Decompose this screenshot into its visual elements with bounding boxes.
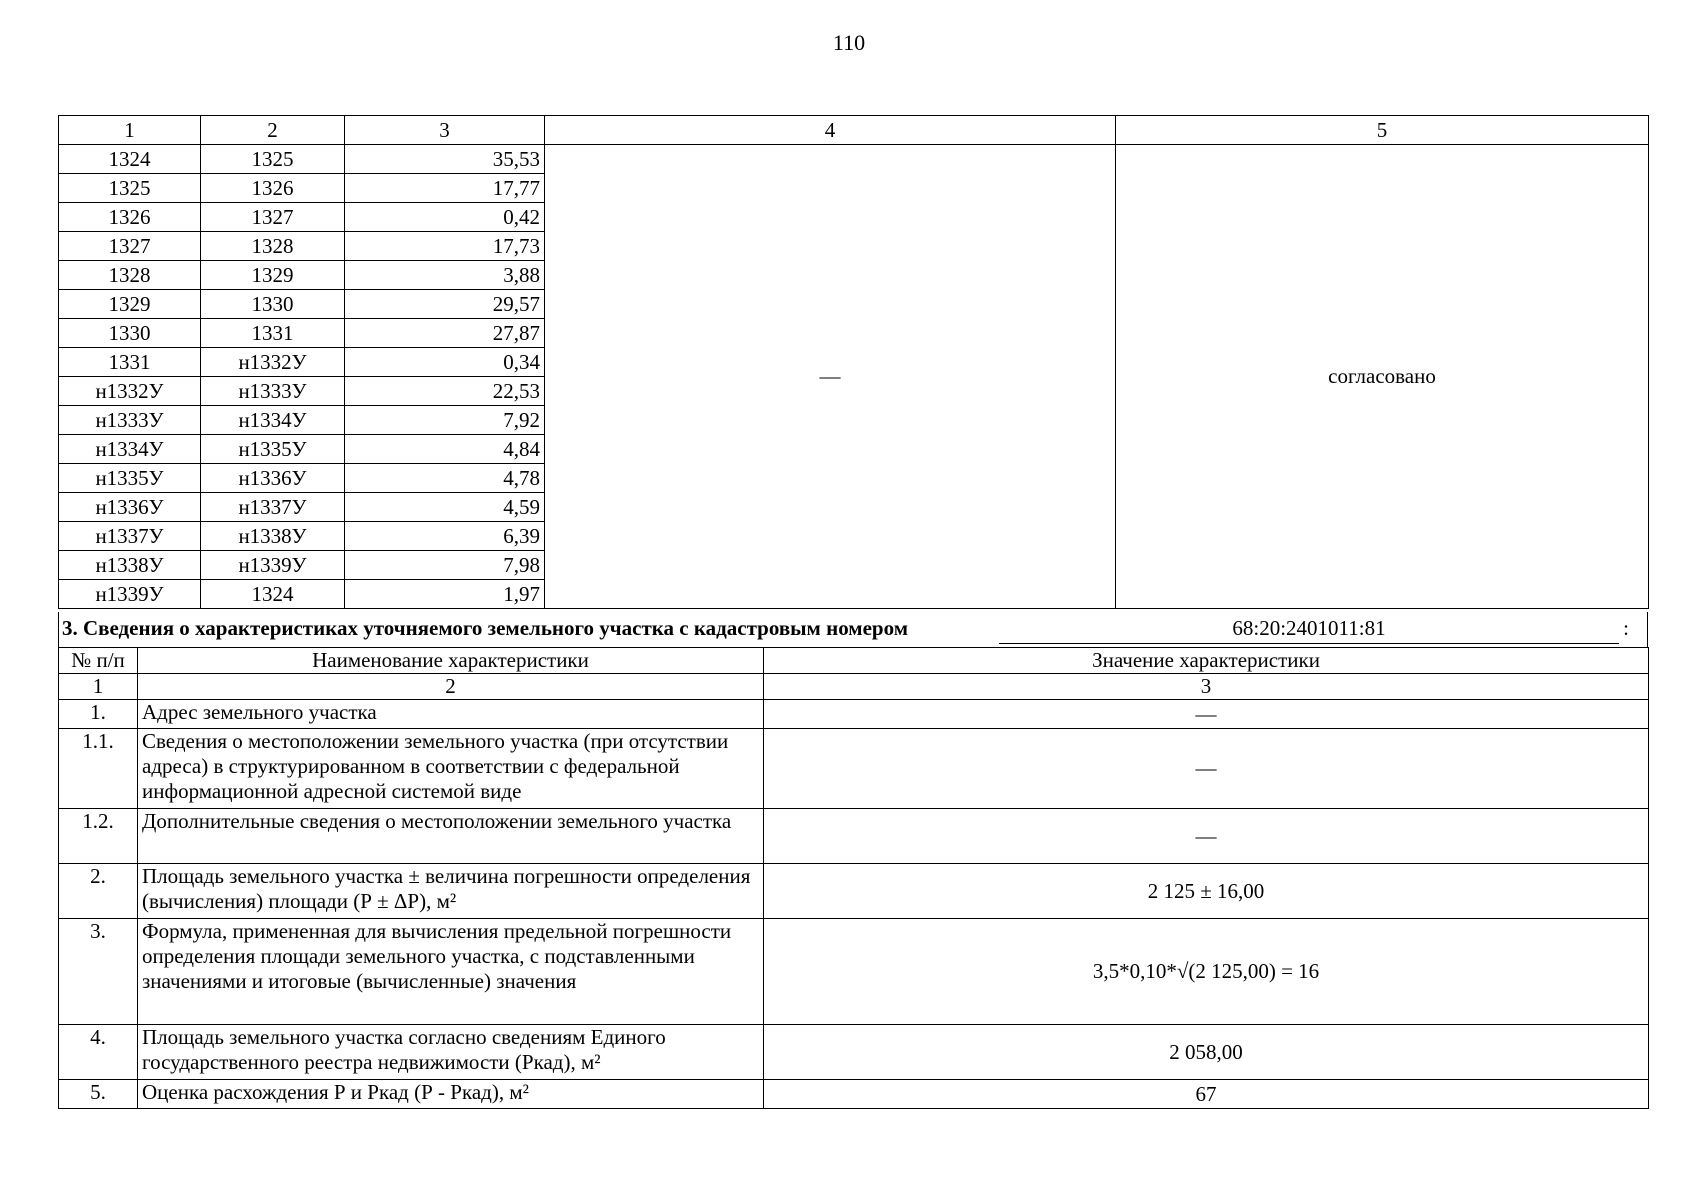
to-point: н1338У xyxy=(201,522,345,551)
to-point: 1329 xyxy=(201,261,345,290)
characteristic-value: 3,5*0,10*√(2 125,00) = 16 xyxy=(764,919,1649,1025)
characteristic-value: 2 058,00 xyxy=(764,1025,1649,1080)
column-header: 5 xyxy=(1116,116,1649,145)
column4-value: — xyxy=(545,145,1116,609)
distance: 6,39 xyxy=(345,522,545,551)
from-point: н1332У xyxy=(59,377,201,406)
characteristics-table xyxy=(58,647,1649,1109)
table-row xyxy=(59,1025,1649,1080)
column-header: 1 xyxy=(59,116,201,145)
to-point: 1325 xyxy=(201,145,345,174)
boundary-table xyxy=(58,115,1649,609)
row-number: 1.1. xyxy=(59,729,138,809)
distance: 0,42 xyxy=(345,203,545,232)
characteristic-name: Площадь земельного участка ± величина погрешности определения (вычисления) площади (Р ± ΔР), м² xyxy=(138,864,764,919)
table-row xyxy=(59,919,1649,1025)
characteristic-value: — xyxy=(764,700,1649,729)
to-point: 1326 xyxy=(201,174,345,203)
distance: 7,98 xyxy=(345,551,545,580)
characteristic-value: — xyxy=(764,729,1649,809)
to-point: н1335У xyxy=(201,435,345,464)
distance: 22,53 xyxy=(345,377,545,406)
to-point: н1337У xyxy=(201,493,345,522)
from-point: 1325 xyxy=(59,174,201,203)
row-number: 1. xyxy=(59,700,138,729)
from-point: 1331 xyxy=(59,348,201,377)
cadastral-number: 68:20:2401011:81 xyxy=(999,616,1619,644)
from-point: н1333У xyxy=(59,406,201,435)
column-header: 3 xyxy=(345,116,545,145)
approval-status: согласовано xyxy=(1116,145,1649,609)
from-point: 1326 xyxy=(59,203,201,232)
from-point: н1334У xyxy=(59,435,201,464)
section-title-text: 3. Сведения о характеристиках уточняемого земельного участка с кадастровым номером xyxy=(62,616,909,640)
row-number: 2. xyxy=(59,864,138,919)
column-header: 2 xyxy=(201,116,345,145)
distance: 0,34 xyxy=(345,348,545,377)
table-row xyxy=(59,700,1649,729)
column-header: 4 xyxy=(545,116,1116,145)
from-point: н1339У xyxy=(59,580,201,609)
table-row xyxy=(59,809,1649,864)
row-number: 3. xyxy=(59,919,138,1025)
distance: 17,77 xyxy=(345,174,545,203)
from-point: н1336У xyxy=(59,493,201,522)
table-row xyxy=(59,145,1649,174)
characteristic-name: Дополнительные сведения о местоположении земельного участка xyxy=(138,809,764,864)
to-point: 1327 xyxy=(201,203,345,232)
distance: 4,78 xyxy=(345,464,545,493)
from-point: н1338У xyxy=(59,551,201,580)
from-point: н1335У xyxy=(59,464,201,493)
characteristic-name: Формула, примененная для вычисления предельной погрешности определения площади земельного участка, с подставленными значениями и итоговые (вычисленные) значения xyxy=(138,919,764,1025)
column-header: № п/п xyxy=(59,648,138,674)
page-number: 110 xyxy=(832,30,866,55)
table-header-row xyxy=(59,648,1649,674)
from-point: 1324 xyxy=(59,145,201,174)
table-row xyxy=(59,729,1649,809)
characteristic-name: Адрес земельного участка xyxy=(138,700,764,729)
table-header-row xyxy=(59,116,1649,145)
characteristic-name: Оценка расхождения Р и Ркад (Р - Ркад), м² xyxy=(138,1080,764,1109)
distance: 3,88 xyxy=(345,261,545,290)
row-number: 1.2. xyxy=(59,809,138,864)
characteristic-name: Площадь земельного участка согласно сведениям Единого государственного реестра недвижимости (Ркад), м² xyxy=(138,1025,764,1080)
distance: 35,53 xyxy=(345,145,545,174)
column-number: 3 xyxy=(764,674,1649,700)
from-point: 1327 xyxy=(59,232,201,261)
column-number: 2 xyxy=(138,674,764,700)
title-colon: : xyxy=(1623,616,1629,640)
to-point: 1330 xyxy=(201,290,345,319)
from-point: 1329 xyxy=(59,290,201,319)
to-point: 1331 xyxy=(201,319,345,348)
column-header: Наименование характеристики xyxy=(138,648,764,674)
column-number: 1 xyxy=(59,674,138,700)
characteristic-name: Сведения о местоположении земельного участка (при отсутствии адреса) в структурированном в соответствии с федеральной информационной адресной системой виде xyxy=(138,729,764,809)
characteristic-value: — xyxy=(764,809,1649,864)
table-row xyxy=(59,864,1649,919)
row-number: 4. xyxy=(59,1025,138,1080)
from-point: 1330 xyxy=(59,319,201,348)
row-number: 5. xyxy=(59,1080,138,1109)
to-point: 1328 xyxy=(201,232,345,261)
to-point: н1336У xyxy=(201,464,345,493)
characteristic-value: 67 xyxy=(764,1080,1649,1109)
distance: 4,59 xyxy=(345,493,545,522)
from-point: н1337У xyxy=(59,522,201,551)
to-point: 1324 xyxy=(201,580,345,609)
distance: 1,97 xyxy=(345,580,545,609)
from-point: 1328 xyxy=(59,261,201,290)
to-point: н1334У xyxy=(201,406,345,435)
characteristic-value: 2 125 ± 16,00 xyxy=(764,864,1649,919)
table-row xyxy=(59,1080,1649,1109)
column-number-row xyxy=(59,674,1649,700)
section-3-title xyxy=(58,612,1648,648)
distance: 4,84 xyxy=(345,435,545,464)
column-header: Значение характеристики xyxy=(764,648,1649,674)
to-point: н1333У xyxy=(201,377,345,406)
to-point: н1339У xyxy=(201,551,345,580)
distance: 7,92 xyxy=(345,406,545,435)
distance: 27,87 xyxy=(345,319,545,348)
distance: 29,57 xyxy=(345,290,545,319)
to-point: н1332У xyxy=(201,348,345,377)
distance: 17,73 xyxy=(345,232,545,261)
